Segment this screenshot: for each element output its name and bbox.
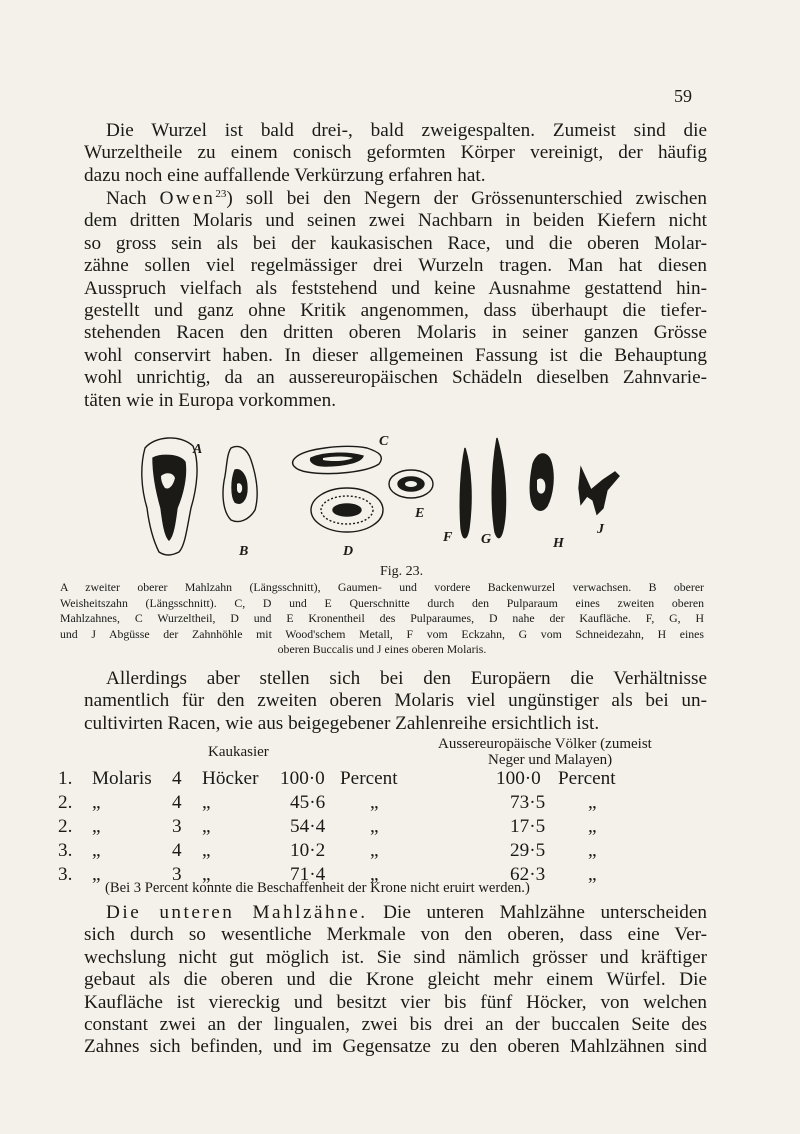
label-c: C <box>379 434 389 449</box>
caption-line: und J Abgüsse der Zahnhöhle mit Wood'schem Metall, F vom Eckzahn, G vom Schneidezahn, H eines <box>60 626 704 641</box>
text-line: zähne sollen viel regelmässiger drei Wurzeln tragen. Man hat diesen <box>84 255 707 277</box>
table-note: (Bei 3 Percent konnte die Beschaffenheit der Krone nicht eruirt werden.) <box>105 880 530 896</box>
row-pct2: „ <box>588 816 597 837</box>
row-other: 62·3 <box>510 864 546 885</box>
line-rest: ) soll bei den Negern der Grössenunterschied zwischen <box>226 188 707 209</box>
text-line: täten wie in Europa vorkommen. <box>84 389 337 411</box>
row-name: „ <box>92 816 101 837</box>
figure-title: Fig. 23. <box>380 564 424 579</box>
footnote-marker: 23 <box>215 188 227 200</box>
row-pct2: „ <box>588 840 597 861</box>
text-line: sich durch so wesentliche Merkmale von den oberen, dass eine Ver- <box>84 924 707 946</box>
text-line: wechslung nicht gut möglich ist. Sie sind nämlich grösser und kräftiger <box>84 946 707 968</box>
paragraph-wurzel <box>84 120 707 187</box>
caption-line: Mahlzahnes, C Wurzeltheil, D und E Kronentheil des Pulparaumes, D nahe der Kaufläche. F, G, H <box>60 611 704 626</box>
row-kaukasier: 71·4 <box>290 864 326 885</box>
text-line: Die Wurzel ist bald drei-, bald zweigespalten. Zumeist sind die <box>106 120 707 141</box>
label-h: H <box>553 536 564 551</box>
row-kaukasier: 54·4 <box>290 816 326 837</box>
page-number: 59 <box>674 86 692 106</box>
row-number: 3. <box>58 864 73 885</box>
row-unit: „ <box>202 840 211 861</box>
row-name: „ <box>92 840 101 861</box>
row-pct2: „ <box>588 864 597 885</box>
text-line: Allerdings aber stellen sich bei den Europäern die Verhältnisse <box>106 668 707 689</box>
column-header-other-2: Neger und Malayen) <box>488 752 613 768</box>
row-pct: Percent <box>340 768 398 789</box>
row-name: „ <box>92 864 101 885</box>
column-header-other-1: Aussereuropäische Völker (zumeist <box>438 736 652 752</box>
row-pct: „ <box>370 792 379 813</box>
lead-prefix: Nach <box>106 188 160 209</box>
text-line: dem dritten Molaris und seinen zwei Nachbarn in beiden Kiefern nicht <box>84 210 707 232</box>
text-line: cultivirten Racen, wie aus beigegebener Zahlenreihe ersichtlich ist. <box>84 712 600 734</box>
row-pct2: „ <box>588 792 597 813</box>
row-other: 100·0 <box>496 768 541 789</box>
label-a: A <box>193 442 203 457</box>
text-line: wohl unrichtig, da an aussereuropäischen Schädeln dieselben Zahnvarie- <box>84 367 707 389</box>
tooth-f-cast <box>460 448 471 538</box>
author-name: Owen <box>159 188 216 209</box>
text-line: wohl conservirt haben. In dieser allgemeinen Fassung ist die Behauptung <box>84 344 707 366</box>
row-number: 3. <box>58 840 73 861</box>
text-line: stehenden Racen den dritten oberen Molaris in seiner ganzen Grösse <box>84 322 707 344</box>
text-line: dazu noch eine auffallende Verkürzung erfahren hat. <box>84 164 486 186</box>
row-pct: „ <box>370 840 379 861</box>
label-g: G <box>481 532 492 547</box>
text-line: Kaufläche ist viereckig und besitzt vier bis fünf Höcker, von welchen <box>84 991 707 1013</box>
text-line: so gross sein als bei der kaukasischen Race, und die oberen Molar- <box>84 232 707 254</box>
column-header-kaukasier: Kaukasier <box>208 744 269 760</box>
text-line: gestellt und ganz ohne Kritik angenommen, dass überhaupt die tiefer- <box>84 300 707 322</box>
tooth-illustrations <box>135 428 655 578</box>
caption-line: oberen Buccalis und J eines oberen Molaris. <box>277 642 487 657</box>
row-cusps: 4 <box>172 840 182 861</box>
caption-line: Weisheitszahn (Längsschnitt). C, D und E Querschnitte durch den Pulparaum eines zweiten oberen <box>60 595 704 610</box>
text-line <box>84 188 707 210</box>
row-other: 17·5 <box>510 816 546 837</box>
figure-caption <box>60 580 704 658</box>
row-unit: „ <box>202 864 211 885</box>
row-cusps: 4 <box>172 792 182 813</box>
label-b: B <box>239 544 249 559</box>
row-pct2: Percent <box>558 768 616 789</box>
text-line: Ausspruch vielfach als feststehend und keine Ausnahme gestattend hin- <box>84 277 707 299</box>
paragraph-untere-mahlzaehne <box>84 902 707 1059</box>
row-pct: „ <box>370 864 379 885</box>
label-f: F <box>443 530 453 545</box>
row-number: 1. <box>58 768 73 789</box>
row-pct: „ <box>370 816 379 837</box>
row-kaukasier: 100·0 <box>280 768 325 789</box>
tooth-j-cast <box>579 468 619 514</box>
row-unit: Höcker <box>202 768 259 789</box>
line-rest: Die unteren Mahlzähne unterscheiden <box>367 902 708 923</box>
label-e: E <box>415 506 425 521</box>
row-unit: „ <box>202 816 211 837</box>
row-kaukasier: 45·6 <box>290 792 326 813</box>
row-unit: „ <box>202 792 211 813</box>
row-number: 2. <box>58 816 73 837</box>
text-line: constant zwei an der lingualen, zwei bis drei an der buccalen Seite des <box>84 1014 707 1036</box>
text-line <box>84 902 707 924</box>
row-name: Molaris <box>92 768 152 789</box>
row-cusps: 3 <box>172 864 182 885</box>
tooth-a-pulp <box>153 455 186 540</box>
label-d: D <box>343 544 354 559</box>
row-kaukasier: 10·2 <box>290 840 326 861</box>
caption-line: A zweiter oberer Mahlzahn (Längsschnitt), Gaumen- und vordere Backenwurzel verwachsen. B oberer <box>60 580 704 594</box>
label-j: J <box>597 522 604 537</box>
text-line: namentlich für den zweiten oberen Molaris viel ungünstiger als bei un- <box>84 690 707 712</box>
row-other: 29·5 <box>510 840 546 861</box>
row-other: 73·5 <box>510 792 546 813</box>
row-name: „ <box>92 792 101 813</box>
paragraph-owen <box>84 188 707 412</box>
text-line: Zahnes sich befinden, und im Gegensatze zu den oberen Mahlzähnen sind <box>84 1036 707 1058</box>
tooth-figure <box>135 428 655 578</box>
text-line: Wurzeltheile zu einem conisch geformten Körper vereinigt, der häufig <box>84 142 707 164</box>
section-heading: Die unteren Mahlzähne. <box>106 902 368 923</box>
paragraph-allerdings <box>84 668 707 735</box>
row-cusps: 4 <box>172 768 182 789</box>
text-line: gebaut als die oberen und die Krone gleicht mehr einem Würfel. Die <box>84 969 707 991</box>
tooth-g-cast <box>492 438 505 538</box>
row-number: 2. <box>58 792 73 813</box>
row-cusps: 3 <box>172 816 182 837</box>
